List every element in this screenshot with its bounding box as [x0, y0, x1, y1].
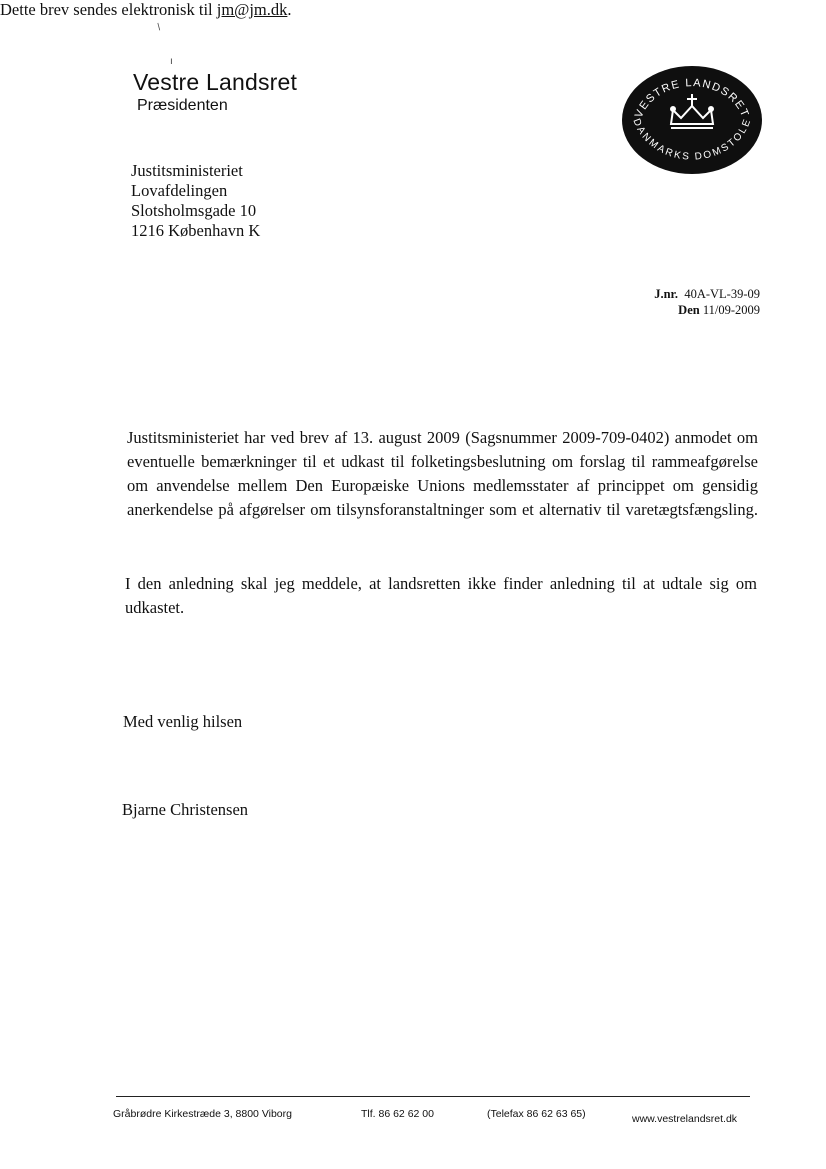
signer-name: Bjarne Christensen [122, 800, 249, 819]
paragraph-line: eventuelle bemærkninger til et udkast til folketingsbeslutning om forslag til rammeafgørelse [127, 452, 758, 471]
footer-website-link[interactable]: www.vestrelandsret.dk [632, 1113, 738, 1125]
recipient-line: Justitsministeriet [131, 161, 243, 180]
footer-phone: Tlf. 86 62 62 00 [361, 1108, 434, 1120]
body-paragraph-3 [0, 0, 826, 20]
date-label: Den [678, 303, 700, 317]
svg-text:DANMARKS DOMSTOLE: DANMARKS DOMSTOLE [630, 117, 754, 163]
footer-fax: (Telefax 86 62 63 65) [487, 1108, 586, 1120]
recipient-line: 1216 København K [131, 221, 261, 240]
paragraph-line: anerkendelse på afgørelser om tilsynsforanstaltninger som et alternativ til varetægtsfængsling. [127, 500, 758, 519]
footer-address: Gråbrødre Kirkestræde 3, 8800 Viborg [113, 1108, 292, 1120]
paragraph-text: Dette brev sendes elektronisk til [0, 0, 217, 19]
reference-block [654, 286, 760, 318]
journal-number-row [654, 286, 760, 302]
organization-subtitle: Præsidenten [137, 97, 228, 114]
paragraph-line: Justitsministeriet har ved brev af 13. august 2009 (Sagsnummer 2009-709-0402) anmodet om [127, 428, 758, 447]
paragraph-text: . [287, 0, 292, 19]
journal-number-label: J.nr. [654, 287, 679, 301]
recipient-line: Slotsholmsgade 10 [131, 201, 257, 220]
scan-mark: / [155, 22, 164, 33]
paragraph-line: udkastet. [125, 598, 185, 617]
email-link[interactable]: jm@jm.dk [216, 0, 288, 19]
paragraph-line: om anvendelse mellem Den Europæiske Unions medlemsstater af princippet om gensidig [127, 476, 758, 495]
date-row [654, 302, 760, 318]
closing-salutation: Med venlig hilsen [123, 712, 243, 731]
scan-mark: ı [170, 56, 173, 67]
body-paragraph-1 [127, 426, 758, 522]
paragraph-line: I den anledning skal jeg meddele, at landsretten ikke finder anledning til at udtale sig om [125, 574, 757, 593]
svg-text:VESTRE LANDSRET: VESTRE LANDSRET [632, 77, 752, 120]
court-seal-logo [619, 64, 764, 176]
recipient-line: Lovafdelingen [131, 181, 228, 200]
date-value: 11/09-2009 [702, 303, 760, 317]
journal-number-value: 40A-VL-39-09 [684, 287, 760, 301]
footer-divider [116, 1096, 750, 1097]
recipient-address [131, 161, 260, 241]
body-paragraph-2 [125, 572, 757, 620]
organization-name: Vestre Landsret [133, 69, 298, 95]
